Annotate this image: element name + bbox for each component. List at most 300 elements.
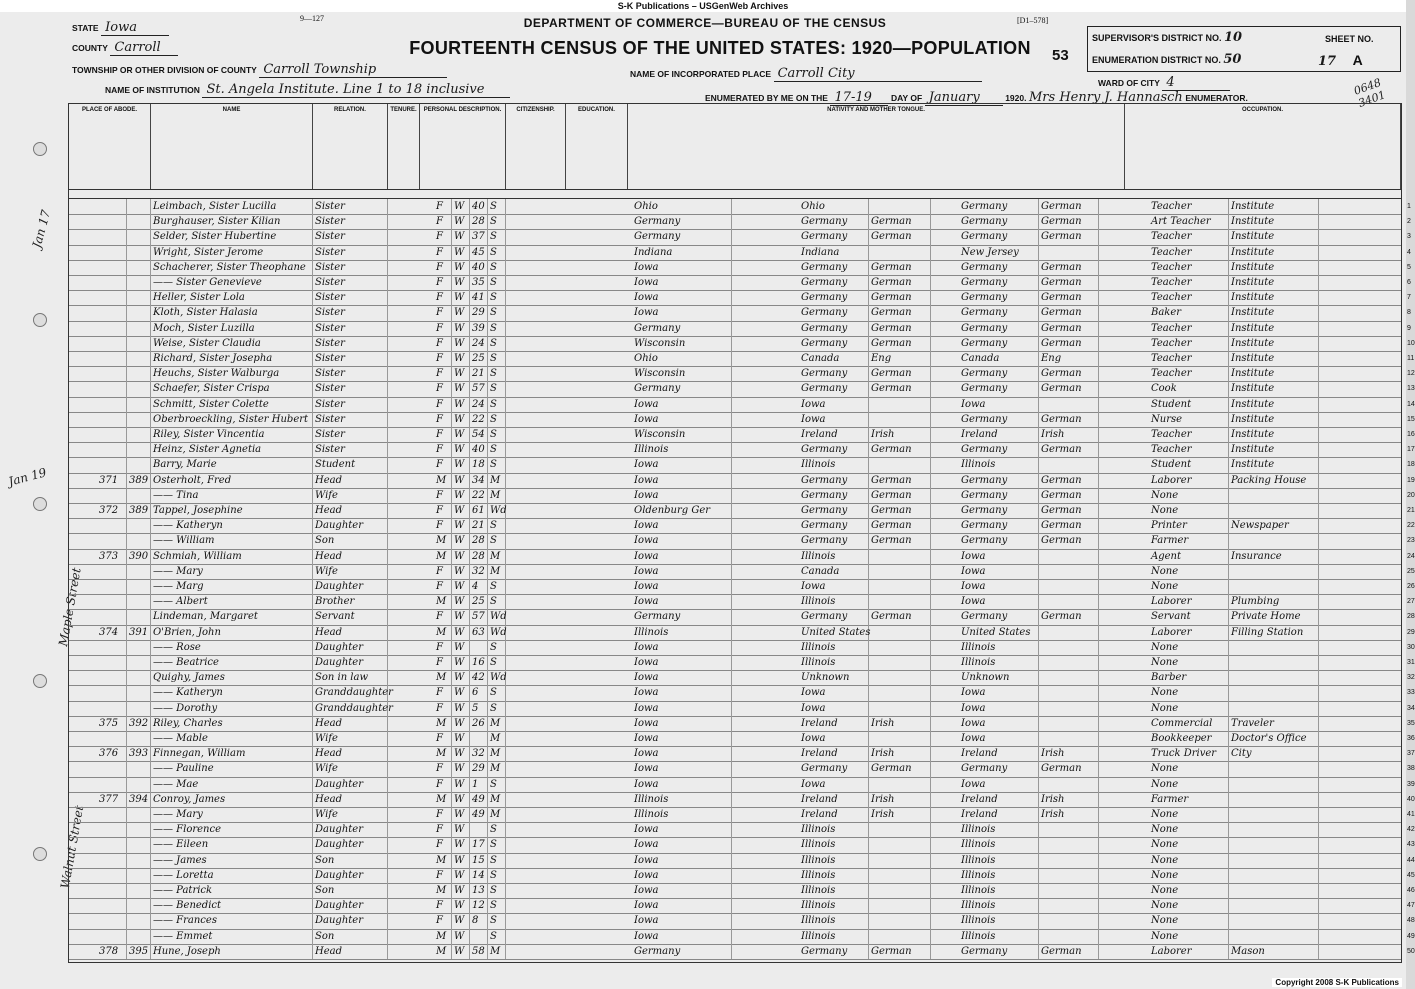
cell-age: 18: [470, 457, 488, 472]
cell-ms: M: [488, 761, 506, 776]
cell-sex: F: [434, 412, 452, 427]
cell-fam: [127, 381, 151, 396]
cell-fam: [127, 701, 151, 716]
cell-age: 26: [470, 716, 488, 731]
cell-age: 16: [470, 655, 488, 670]
table-row: [69, 670, 1415, 686]
cell-ind: Institute: [1229, 229, 1319, 244]
cell-sex: F: [434, 564, 452, 579]
line-number: 4: [1407, 248, 1411, 256]
cell-ind: [1229, 640, 1319, 655]
cell-ms: S: [488, 245, 506, 260]
cell-rel: Head: [313, 716, 388, 731]
cell-dw: [97, 868, 127, 883]
cell-rel: Head: [313, 944, 388, 959]
cell-race: W: [452, 807, 470, 822]
cell-race: W: [452, 640, 470, 655]
cell-ms: S: [488, 640, 506, 655]
cell-occ: Printer: [1149, 518, 1229, 533]
cell-mtongue: German: [1039, 944, 1099, 959]
cell-birth: Wisconsin: [632, 366, 732, 381]
cell-rel: Sister: [313, 427, 388, 442]
cell-name: Burghauser, Sister Kilian: [151, 214, 313, 229]
cell-fam: [127, 488, 151, 503]
cell-ind: Institute: [1229, 427, 1319, 442]
cell-birth: Iowa: [632, 412, 732, 427]
cell-birth: Germany: [632, 944, 732, 959]
cell-name: Tappel, Josephine: [151, 503, 313, 518]
cell-age: 45: [470, 245, 488, 260]
cell-fbirth: Illinois: [799, 853, 869, 868]
cell-race: W: [452, 701, 470, 716]
cell-ftongue: [869, 564, 931, 579]
cell-fbirth: Iowa: [799, 579, 869, 594]
cell-ftongue: Irish: [869, 427, 931, 442]
cell-rel: Wife: [313, 488, 388, 503]
cell-age: 1: [470, 777, 488, 792]
header-relation: RELATION.: [313, 104, 388, 189]
cell-sex: F: [434, 640, 452, 655]
line-number: 13: [1407, 385, 1415, 393]
cell-sex: F: [434, 488, 452, 503]
cell-ind: [1229, 853, 1319, 868]
cell-ftongue: [869, 913, 931, 928]
line-number: 37: [1407, 750, 1415, 758]
cell-occ: Agent: [1149, 549, 1229, 564]
cell-dw: [97, 883, 127, 898]
cell-mtongue: German: [1039, 412, 1099, 427]
cell-ftongue: [869, 883, 931, 898]
binding-hole: [33, 497, 47, 511]
cell-age: 29: [470, 761, 488, 776]
cell-ftongue: [869, 685, 931, 700]
table-row: [69, 868, 1415, 884]
cell-fbirth: Germany: [799, 518, 869, 533]
table-row: [69, 412, 1415, 428]
cell-rel: Daughter: [313, 868, 388, 883]
cell-fam: [127, 199, 151, 214]
line-number: 5: [1407, 263, 1411, 271]
cell-age: 32: [470, 564, 488, 579]
cell-fam: [127, 837, 151, 852]
cell-mbirth: Illinois: [959, 457, 1039, 472]
cell-occ: Teacher: [1149, 260, 1229, 275]
cell-race: W: [452, 625, 470, 640]
cell-name: —— James: [151, 853, 313, 868]
cell-rel: Daughter: [313, 777, 388, 792]
cell-rel: Wife: [313, 761, 388, 776]
cell-occ: Teacher: [1149, 199, 1229, 214]
cell-fbirth: Illinois: [799, 837, 869, 852]
cell-ftongue: [869, 457, 931, 472]
cell-occ: None: [1149, 579, 1229, 594]
line-number: 40: [1407, 795, 1415, 803]
cell-mtongue: [1039, 640, 1099, 655]
cell-mbirth: Iowa: [959, 579, 1039, 594]
cell-race: W: [452, 442, 470, 457]
cell-birth: Iowa: [632, 883, 732, 898]
cell-rel: Servant: [313, 609, 388, 624]
cell-mbirth: Ireland: [959, 792, 1039, 807]
cell-fbirth: Germany: [799, 944, 869, 959]
cell-age: 35: [470, 275, 488, 290]
cell-fam: [127, 351, 151, 366]
cell-fam: 395: [127, 944, 151, 959]
county-field: [72, 40, 178, 56]
cell-mbirth: Germany: [959, 761, 1039, 776]
cell-ind: [1229, 777, 1319, 792]
line-number: 10: [1407, 339, 1415, 347]
cell-birth: Illinois: [632, 625, 732, 640]
cell-sex: F: [434, 351, 452, 366]
cell-ms: M: [488, 473, 506, 488]
cell-sex: F: [434, 777, 452, 792]
cell-age: 22: [470, 488, 488, 503]
cell-fam: [127, 518, 151, 533]
cell-sex: F: [434, 381, 452, 396]
cell-fbirth: Ohio: [799, 199, 869, 214]
line-number: 16: [1407, 431, 1415, 438]
cell-rel: Sister: [313, 245, 388, 260]
cell-birth: Illinois: [632, 442, 732, 457]
cell-fbirth: Germany: [799, 321, 869, 336]
cell-occ: Bookkeeper: [1149, 731, 1229, 746]
cell-sex: M: [434, 625, 452, 640]
binding-hole: [33, 142, 47, 156]
cell-ms: S: [488, 518, 506, 533]
cell-sex: F: [434, 503, 452, 518]
cell-ftongue: German: [869, 260, 931, 275]
line-number: 9: [1407, 324, 1411, 332]
institution-field: [105, 82, 510, 98]
cell-ftongue: German: [869, 761, 931, 776]
cell-ftongue: Irish: [869, 807, 931, 822]
cell-fam: [127, 898, 151, 913]
cell-name: Schmitt, Sister Colette: [151, 397, 313, 412]
cell-mtongue: [1039, 594, 1099, 609]
cell-fbirth: Indiana: [799, 245, 869, 260]
cell-fam: [127, 564, 151, 579]
cell-ftongue: [869, 397, 931, 412]
cell-race: W: [452, 792, 470, 807]
cell-sex: M: [434, 792, 452, 807]
cell-name: Hune, Joseph: [151, 944, 313, 959]
cell-occ: Teacher: [1149, 290, 1229, 305]
cell-ind: [1229, 533, 1319, 548]
cell-name: Weise, Sister Claudia: [151, 336, 313, 351]
cell-dw: [97, 913, 127, 928]
cell-birth: Iowa: [632, 837, 732, 852]
cell-ms: S: [488, 229, 506, 244]
cell-ms: S: [488, 929, 506, 944]
cell-ind: Institute: [1229, 351, 1319, 366]
table-row: [69, 701, 1415, 717]
incorporated-field: [630, 66, 982, 82]
cell-ms: S: [488, 336, 506, 351]
cell-age: 22: [470, 412, 488, 427]
cell-occ: Truck Driver: [1149, 746, 1229, 761]
cell-mtongue: [1039, 868, 1099, 883]
cell-occ: None: [1149, 807, 1229, 822]
cell-rel: Son: [313, 883, 388, 898]
month-value: January: [925, 90, 1003, 106]
cell-mbirth: Iowa: [959, 564, 1039, 579]
line-number: 49: [1407, 932, 1415, 940]
cell-birth: Iowa: [632, 594, 732, 609]
cell-race: W: [452, 609, 470, 624]
cell-mtongue: German: [1039, 275, 1099, 290]
cell-name: —— Frances: [151, 913, 313, 928]
table-row: [69, 473, 1415, 489]
cell-sex: F: [434, 837, 452, 852]
cell-fam: [127, 777, 151, 792]
cell-rel: Sister: [313, 199, 388, 214]
cell-fam: [127, 397, 151, 412]
cell-ms: S: [488, 214, 506, 229]
line-number: 8: [1407, 309, 1411, 317]
supervisor-field: [1092, 30, 1242, 45]
cell-ftongue: [869, 670, 931, 685]
cell-mtongue: [1039, 685, 1099, 700]
cell-race: W: [452, 761, 470, 776]
table-row: [69, 533, 1415, 549]
cell-mtongue: [1039, 837, 1099, 852]
cell-ftongue: German: [869, 366, 931, 381]
cell-dw: 375: [97, 716, 127, 731]
cell-fbirth: Iowa: [799, 412, 869, 427]
cell-race: W: [452, 412, 470, 427]
cell-rel: Wife: [313, 564, 388, 579]
cell-sex: M: [434, 746, 452, 761]
cell-age: 41: [470, 290, 488, 305]
table-row: [69, 229, 1411, 245]
cell-ms: Wd: [488, 503, 506, 518]
cell-occ: None: [1149, 564, 1229, 579]
cell-name: —— Albert: [151, 594, 313, 609]
cell-dw: 374: [97, 625, 127, 640]
cell-ms: S: [488, 457, 506, 472]
line-number: 22: [1407, 522, 1415, 530]
cell-occ: Teacher: [1149, 366, 1229, 381]
cell-dw: [97, 412, 127, 427]
cell-dw: 373: [97, 549, 127, 564]
cell-occ: Student: [1149, 397, 1229, 412]
cell-ms: S: [488, 868, 506, 883]
cell-fam: 391: [127, 625, 151, 640]
cell-ind: [1229, 701, 1319, 716]
table-row: [69, 275, 1411, 291]
cell-occ: Laborer: [1149, 944, 1229, 959]
cell-fbirth: Illinois: [799, 868, 869, 883]
cell-sex: F: [434, 701, 452, 716]
cell-sex: F: [434, 275, 452, 290]
cell-sex: F: [434, 609, 452, 624]
cell-name: Riley, Sister Vincentia: [151, 427, 313, 442]
cell-birth: Illinois: [632, 792, 732, 807]
cell-mtongue: German: [1039, 518, 1099, 533]
state-label: STATE: [72, 23, 99, 33]
cell-age: 40: [470, 199, 488, 214]
table-row: [69, 381, 1415, 397]
cell-rel: Son in law: [313, 670, 388, 685]
cell-name: Richard, Sister Josepha: [151, 351, 313, 366]
cell-dw: [97, 518, 127, 533]
line-number: 29: [1407, 628, 1415, 636]
cell-mtongue: [1039, 716, 1099, 731]
table-row: [69, 488, 1415, 504]
cell-race: W: [452, 929, 470, 944]
cell-name: Leimbach, Sister Lucilla: [151, 199, 313, 214]
cell-mbirth: Iowa: [959, 731, 1039, 746]
cell-rel: Son: [313, 533, 388, 548]
cell-dw: [97, 837, 127, 852]
header-tenure: TENURE.: [388, 104, 420, 189]
cell-race: W: [452, 260, 470, 275]
cell-occ: None: [1149, 853, 1229, 868]
cell-race: W: [452, 488, 470, 503]
cell-fam: 389: [127, 473, 151, 488]
cell-name: —— Rose: [151, 640, 313, 655]
cell-mbirth: Iowa: [959, 777, 1039, 792]
cell-fbirth: Illinois: [799, 898, 869, 913]
cell-fbirth: Unknown: [799, 670, 869, 685]
cell-ind: Institute: [1229, 412, 1319, 427]
cell-fbirth: Germany: [799, 260, 869, 275]
line-number: 46: [1407, 887, 1415, 894]
cell-rel: Sister: [313, 305, 388, 320]
cell-mbirth: Illinois: [959, 883, 1039, 898]
cell-rel: Brother: [313, 594, 388, 609]
cell-occ: Student: [1149, 457, 1229, 472]
table-row: [69, 929, 1415, 945]
cell-dw: [97, 381, 127, 396]
cell-mtongue: German: [1039, 199, 1099, 214]
cell-rel: Student: [313, 457, 388, 472]
cell-ms: S: [488, 777, 506, 792]
cell-ind: Institute: [1229, 305, 1319, 320]
cell-fam: [127, 670, 151, 685]
sheet-value: 17: [1318, 54, 1337, 69]
cell-dw: [97, 761, 127, 776]
cell-name: Riley, Charles: [151, 716, 313, 731]
cell-race: W: [452, 655, 470, 670]
table-row: [69, 214, 1411, 230]
cell-race: W: [452, 275, 470, 290]
cell-birth: Iowa: [632, 685, 732, 700]
line-number: 25: [1407, 567, 1415, 575]
cell-ind: Packing House: [1229, 473, 1319, 488]
cell-mbirth: Illinois: [959, 853, 1039, 868]
cell-dw: [97, 488, 127, 503]
cell-ind: [1229, 822, 1319, 837]
cell-mbirth: New Jersey: [959, 245, 1039, 260]
cell-fam: [127, 305, 151, 320]
cell-ftongue: German: [869, 214, 931, 229]
cell-ind: Institute: [1229, 381, 1319, 396]
township-value: Carroll Township: [259, 62, 447, 78]
table-row: [69, 199, 1411, 215]
cell-occ: None: [1149, 701, 1229, 716]
cell-name: Selder, Sister Hubertine: [151, 229, 313, 244]
cell-fbirth: Illinois: [799, 655, 869, 670]
cell-birth: Iowa: [632, 579, 732, 594]
cell-race: W: [452, 321, 470, 336]
line-number: 28: [1407, 613, 1415, 621]
cell-ind: Plumbing: [1229, 594, 1319, 609]
cell-ind: [1229, 579, 1319, 594]
cell-race: W: [452, 214, 470, 229]
cell-ftongue: [869, 822, 931, 837]
cell-occ: Teacher: [1149, 229, 1229, 244]
cell-fam: 389: [127, 503, 151, 518]
cell-dw: [97, 229, 127, 244]
cell-dw: 371: [97, 473, 127, 488]
cell-rel: Daughter: [313, 579, 388, 594]
table-row: [69, 427, 1415, 443]
cell-dw: [97, 214, 127, 229]
cell-dw: [97, 898, 127, 913]
cell-mbirth: Germany: [959, 290, 1039, 305]
cell-fbirth: Iowa: [799, 731, 869, 746]
cell-race: W: [452, 549, 470, 564]
line-number: 2: [1407, 218, 1411, 226]
cell-occ: None: [1149, 822, 1229, 837]
cell-mtongue: [1039, 549, 1099, 564]
cell-dw: 378: [97, 944, 127, 959]
cell-ms: Wd: [488, 625, 506, 640]
table-row: [69, 245, 1411, 261]
cell-ind: [1229, 685, 1319, 700]
table-row: [69, 290, 1411, 306]
cell-sex: F: [434, 321, 452, 336]
cell-birth: Germany: [632, 229, 732, 244]
line-number: 17: [1407, 446, 1415, 454]
cell-dw: [97, 199, 127, 214]
cell-dw: [97, 777, 127, 792]
cell-race: W: [452, 397, 470, 412]
cell-sex: F: [434, 229, 452, 244]
cell-race: W: [452, 822, 470, 837]
cell-race: W: [452, 518, 470, 533]
cell-ftongue: German: [869, 321, 931, 336]
cell-dw: [97, 670, 127, 685]
cell-birth: Oldenburg Ger: [632, 503, 732, 518]
cell-ind: Newspaper: [1229, 518, 1319, 533]
cell-age: 15: [470, 853, 488, 868]
cell-sex: F: [434, 457, 452, 472]
cell-ftongue: Irish: [869, 716, 931, 731]
cell-sex: F: [434, 427, 452, 442]
cell-birth: Iowa: [632, 275, 732, 290]
cell-mbirth: Germany: [959, 366, 1039, 381]
line-number: 42: [1407, 826, 1415, 834]
cell-fbirth: Germany: [799, 366, 869, 381]
cell-occ: Laborer: [1149, 594, 1229, 609]
cell-fbirth: Iowa: [799, 685, 869, 700]
cell-race: W: [452, 716, 470, 731]
table-row: [69, 913, 1415, 929]
cell-birth: Iowa: [632, 731, 732, 746]
table-row: [69, 761, 1415, 777]
cell-sex: M: [434, 853, 452, 868]
cell-birth: Iowa: [632, 473, 732, 488]
cell-fam: [127, 853, 151, 868]
cell-age: 24: [470, 336, 488, 351]
cell-rel: Granddaughter: [313, 685, 388, 700]
cell-ms: M: [488, 716, 506, 731]
cell-ind: [1229, 670, 1319, 685]
cell-mtongue: [1039, 853, 1099, 868]
